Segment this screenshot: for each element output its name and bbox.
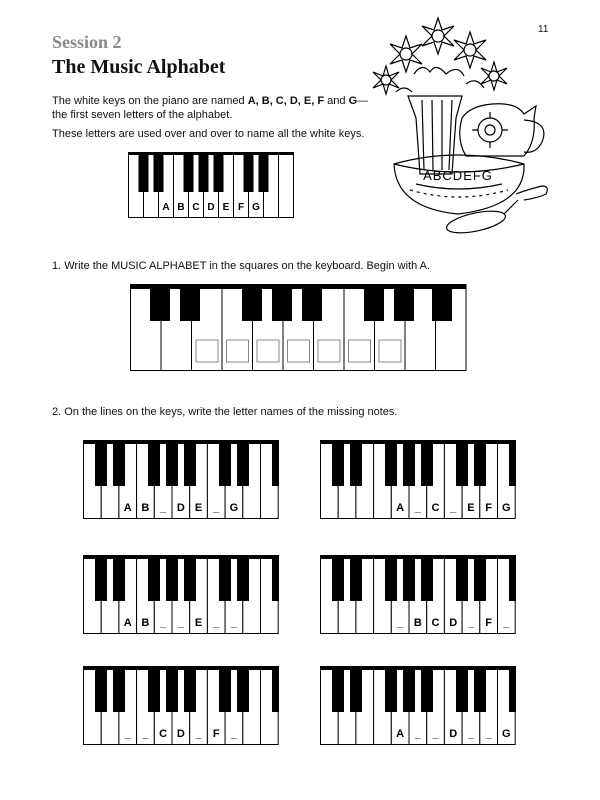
exercise-2-keyboard-3 <box>83 555 281 635</box>
key-label: _ <box>432 728 439 740</box>
intro-and: and <box>324 95 349 107</box>
answer-box[interactable] <box>349 340 371 362</box>
exercise-1-answer-boxes[interactable] <box>196 340 401 362</box>
key-label: _ <box>467 728 474 740</box>
flower-icon <box>422 18 454 54</box>
key-label: _ <box>142 728 149 740</box>
key-label: _ <box>397 617 404 629</box>
bowl-lettering: ABCDEFG <box>423 168 493 183</box>
intro-text-2: — the first seven letters of the alphabet. <box>52 95 369 121</box>
flower-icon <box>390 36 422 72</box>
key-label: B <box>413 617 422 629</box>
key-label: _ <box>213 502 220 514</box>
spoon-icon <box>516 186 547 200</box>
intro-paragraph <box>52 94 377 122</box>
key-label: F <box>485 502 492 514</box>
answer-box[interactable] <box>257 340 279 362</box>
key-label: G <box>502 728 511 740</box>
page-title: The Music Alphabet <box>52 56 226 78</box>
exercise-1-instruction: 1. Write the MUSIC ALPHABET in the squares on the keyboard. Begin with A. <box>52 260 431 272</box>
key-label: _ <box>414 502 421 514</box>
intro-text-1: The white keys on the piano are named <box>52 95 248 107</box>
key-label: C <box>159 728 168 740</box>
key-label: _ <box>177 617 184 629</box>
flower-icon <box>373 66 399 94</box>
key-label: D <box>176 728 185 740</box>
key-label: B <box>141 502 150 514</box>
pitcher-icon <box>460 104 536 156</box>
answer-box[interactable] <box>288 340 310 362</box>
vase-icon <box>408 96 462 174</box>
example-key-label: A <box>162 202 170 213</box>
key-label: B <box>141 617 150 629</box>
example-key-label: E <box>222 202 230 213</box>
key-label: _ <box>450 502 457 514</box>
key-label: F <box>485 617 492 629</box>
key-label: C <box>431 617 440 629</box>
exercise-2-keyboard-6 <box>320 666 518 746</box>
key-label: E <box>467 502 475 514</box>
key-label: D <box>176 502 185 514</box>
exercise-1-keyboard <box>130 284 468 372</box>
intro-letter-g: G <box>348 95 358 107</box>
key-label: E <box>194 617 203 629</box>
example-key-label: F <box>237 202 245 213</box>
bowl-icon <box>394 155 524 214</box>
key-label: _ <box>160 617 167 629</box>
key-label: _ <box>485 728 492 740</box>
exercise-2-keyboard-4 <box>320 555 518 635</box>
key-label: _ <box>195 728 202 740</box>
example-keyboard <box>128 152 298 218</box>
key-label: _ <box>124 728 131 740</box>
key-label: _ <box>213 617 220 629</box>
intro-paragraph-2: These letters are used over and over to name all the white keys. <box>52 128 365 140</box>
example-key-label: G <box>252 202 260 213</box>
key-label: _ <box>230 617 237 629</box>
flowers-bowl-illustration <box>366 14 556 244</box>
answer-box[interactable] <box>196 340 218 362</box>
key-label: _ <box>467 617 474 629</box>
exercise-2-keyboard-5 <box>83 666 281 746</box>
session-heading: Session 2 <box>52 32 122 52</box>
intro-letters: A, B, C, D, E, F <box>247 95 325 107</box>
key-label: _ <box>160 502 167 514</box>
example-key-label: C <box>192 202 200 213</box>
key-label: A <box>123 502 132 514</box>
key-label: E <box>194 502 203 514</box>
key-label: D <box>449 617 458 629</box>
key-label: _ <box>414 728 421 740</box>
key-label: A <box>123 617 132 629</box>
exercise-2-instruction: 2. On the lines on the keys, write the letter names of the missing notes. <box>52 406 398 418</box>
key-label: G <box>502 502 511 514</box>
key-label: A <box>396 728 405 740</box>
answer-box[interactable] <box>318 340 340 362</box>
exercise-2-keyboard-2 <box>320 440 518 520</box>
answer-box[interactable] <box>227 340 249 362</box>
flower-icon <box>454 32 486 68</box>
key-label: A <box>396 502 405 514</box>
exercise-2-keyboard-1 <box>83 440 281 520</box>
key-label: _ <box>503 617 510 629</box>
key-label: _ <box>230 728 237 740</box>
key-label: G <box>229 502 239 514</box>
example-key-label: D <box>207 202 215 213</box>
key-label: C <box>431 502 440 514</box>
key-label: D <box>449 728 458 740</box>
page-number: 11 <box>538 24 549 35</box>
answer-box[interactable] <box>379 340 401 362</box>
example-key-label: B <box>177 202 185 213</box>
key-label: F <box>212 728 220 740</box>
flower-icon <box>481 62 507 90</box>
